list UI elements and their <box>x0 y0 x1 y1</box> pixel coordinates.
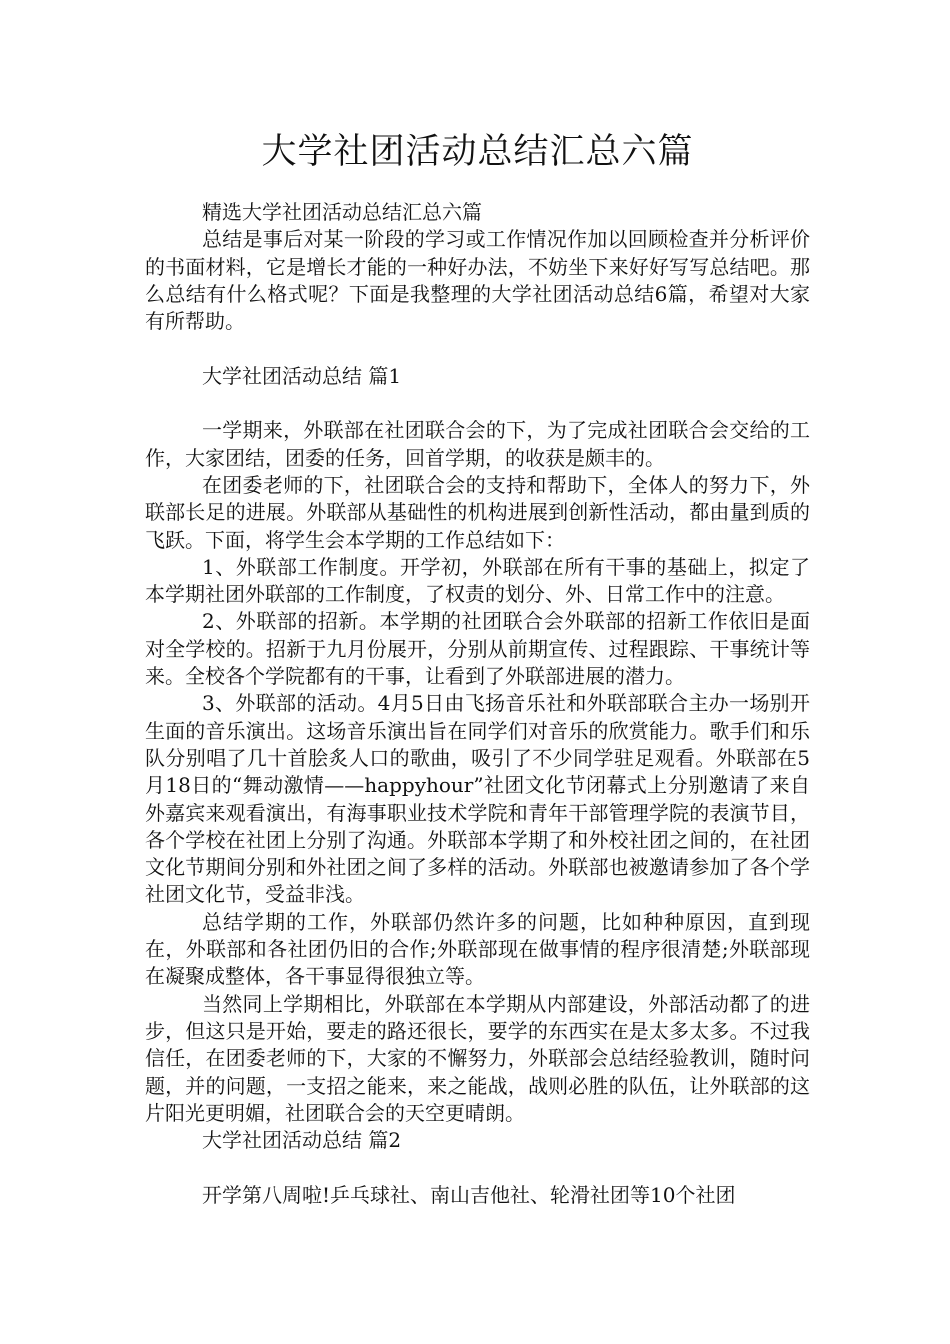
section-heading-1: 大学社团活动总结 篇1 <box>202 363 402 388</box>
body-paragraph: 开学第八周啦!乒乓球社、南山吉他社、轮滑社团等10个社团 <box>202 1182 736 1207</box>
body-paragraph: 在团委老师的下，社团联合会的支持和帮助下，全体人的努力下，外联部长足的进展。外联部从基础性的机构进展到创新性活动，都由量到质的飞跃。下面，将学生会本学期的工作总结如下： <box>145 472 810 552</box>
body-paragraph: 当然同上学期相比，外联部在本学期从内部建设，外部活动都了的进步，但这只是开始，要走的路还很长，要学的东西实在是太多太多。不过我信任，在团委老师的下，大家的不懈努力，外联部会总结经验教训，随时问题，并的问题，一支招之能来，来之能战，战则必胜的队伍，让外联部的这片阳光更明媚，社团联合会的天空更晴朗。 <box>145 991 810 1125</box>
blank-line <box>145 1154 810 1181</box>
blank-line <box>145 335 810 362</box>
body-paragraph: 1、外联部工作制度。开学初，外联部在所有干事的基础上，拟定了本学期社团外联部的工作制度，了权责的划分、外、日常工作中的注意。 <box>145 554 810 607</box>
section-heading-2: 大学社团活动总结 篇2 <box>202 1128 402 1153</box>
body-paragraph: 总结学期的工作，外联部仍然许多的问题，比如种种原因，直到现在，外联部和各社团仍旧的合作;外联部现在做事情的程序很清楚;外联部现在凝聚成整体，各干事显得很独立等。 <box>145 909 810 989</box>
body-paragraph: 3、外联部的活动。4月5日由飞扬音乐社和外联部联合主办一场别开生面的音乐演出。这场音乐演出旨在同学们对音乐的欣赏能力。歌手们和乐队分别唱了几十首脍炙人口的歌曲，吸引了不少同学驻足观看。外联部在5月18日的“舞动激情——happyhour”社团文化节闭幕式上分别邀请了来自外嘉宾来观看演出，有海事职业技术学院和青年干部管理学院的表演节目，各个学校在社团上分别了沟通。外联部本学期了和外校社团之间的，在社团文化节期间分别和外社团之间了多样的活动。外联部也被邀请参加了各个学社团文化节，受益非浅。 <box>145 691 810 907</box>
body-paragraph: 一学期来，外联部在社团联合会的下，为了完成社团联合会交给的工作，大家团结，团委的任务，回首学期，的收获是颇丰的。 <box>145 418 810 470</box>
blank-line <box>145 390 810 417</box>
document-body <box>145 199 810 1209</box>
document-title: 大学社团活动总结汇总六篇 <box>261 132 694 172</box>
intro-paragraph: 总结是事后对某一阶段的学习或工作情况作加以回顾检查并分析评价的书面材料，它是增长才能的一种好办法，不妨坐下来好好写写总结吧。那么总结有什么格式呢？下面是我整理的大学社团活动总结6篇，希望对大家有所帮助。 <box>145 227 810 334</box>
document-page <box>145 0 810 1344</box>
subtitle-paragraph: 精选大学社团活动总结汇总六篇 <box>202 200 482 224</box>
body-paragraph: 2、外联部的招新。本学期的社团联合会外联部的招新工作依旧是面对全学校的。招新于九月份展开，分别从前期宣传、过程跟踪、干事统计等来。全校各个学院都有的干事，让看到了外联部进展的潜力。 <box>145 609 810 689</box>
